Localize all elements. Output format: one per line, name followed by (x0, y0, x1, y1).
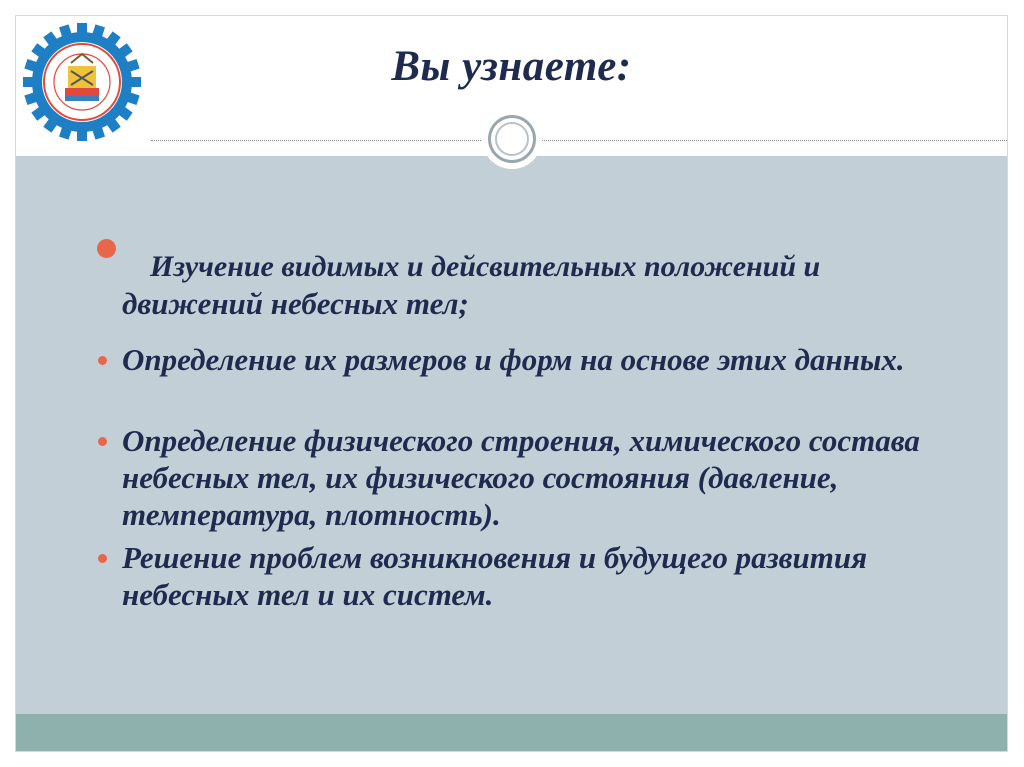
divider-ornament-inner (495, 122, 529, 156)
bullet-text: Решение проблем возникновения и будущего развития небесных тел и их систем. (122, 540, 868, 612)
bullet-text-line2: движений небесных тел; (122, 286, 469, 321)
bullet-text: Определение физического строения, химического состава небесных тел, их физического состояния (давление, температура, плотность). (122, 423, 920, 532)
list-item (122, 539, 982, 613)
slide-header (16, 16, 1007, 156)
page-title: Вы узнаете: (391, 43, 632, 90)
list-item (122, 341, 982, 378)
slide (15, 15, 1008, 752)
content-area (16, 156, 1007, 716)
bullet-icon (98, 437, 107, 446)
bullet-text: Определение их размеров и форм на основе этих данных. (122, 342, 905, 377)
header-divider (151, 140, 1007, 141)
bullet-icon (98, 554, 107, 563)
list-item (122, 248, 982, 322)
bullet-icon (97, 239, 116, 258)
list-item (122, 422, 982, 533)
bullet-text-line1: Изучение видимых и дейсвительных положений и (150, 250, 821, 283)
bullet-icon (98, 356, 107, 365)
footer-band (16, 714, 1007, 751)
